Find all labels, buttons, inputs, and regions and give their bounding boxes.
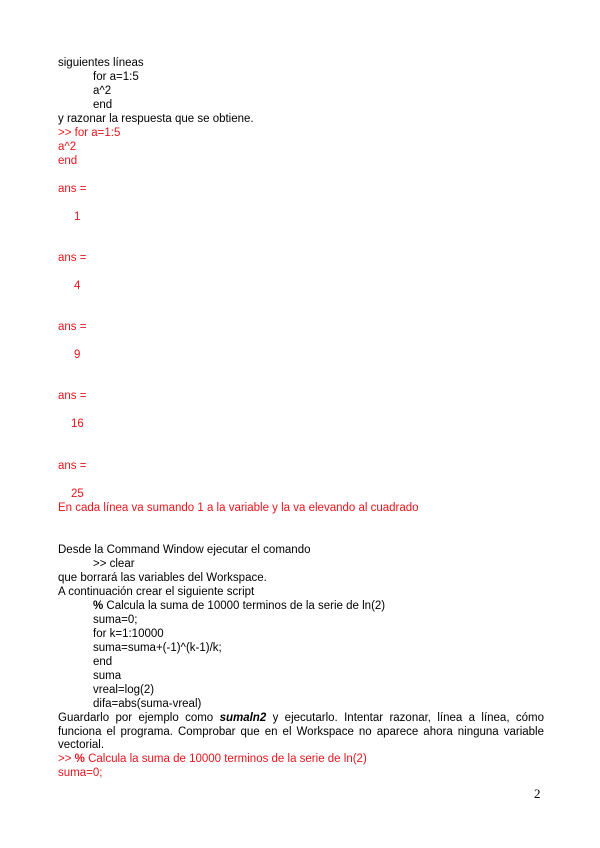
script-line: suma=suma+(-1)^(k-1)/k; <box>93 642 222 654</box>
command-line: >> clear <box>93 558 135 570</box>
ans-label: ans = <box>58 183 87 195</box>
ans-value: 4 <box>74 280 81 292</box>
console-comment-line: >> % Calcula la suma de 10000 terminos de la serie de ln(2) <box>58 753 367 765</box>
code-line: end <box>93 99 113 111</box>
intro-text: siguientes líneas <box>58 57 144 69</box>
page-number: 2 <box>534 786 541 801</box>
script-line: suma <box>93 670 122 682</box>
ans-label: ans = <box>58 460 87 472</box>
ans-label: ans = <box>58 390 87 402</box>
instruction-text: Desde la Command Window ejecutar el comando <box>58 544 311 556</box>
script-line: for k=1:10000 <box>93 628 164 640</box>
script-line: end <box>93 656 113 668</box>
instruction-paragraph: Guardarlo por ejemplo como sumaln2 y ejecutarlo. Intentar razonar, línea a línea, cómo funciona el programa. Comprobar que en el Workspace no aparece ahora ninguna variable vectorial. <box>58 712 544 751</box>
explanation-comment: En cada línea va sumando 1 a la variable y la va elevando al cuadrado <box>58 502 419 514</box>
intro-text: y razonar la respuesta que se obtiene. <box>58 113 254 125</box>
ans-label: ans = <box>58 252 87 264</box>
code-line: for a=1:5 <box>93 71 139 83</box>
instruction-text: que borrará las variables del Workspace. <box>58 572 267 584</box>
script-line: suma=0; <box>93 614 138 626</box>
script-line: difa=abs(suma-vreal) <box>93 698 202 710</box>
script-filename: sumaln2 <box>219 712 267 724</box>
script-line: vreal=log(2) <box>93 684 155 696</box>
ans-value: 16 <box>71 418 84 430</box>
console-input: a^2 <box>58 141 77 153</box>
comment-mark: % <box>93 600 104 612</box>
ans-value: 1 <box>74 211 81 223</box>
console-input: end <box>58 155 78 167</box>
console-input: suma=0; <box>58 767 103 779</box>
ans-label: ans = <box>58 321 87 333</box>
script-comment-line: % Calcula la suma de 10000 terminos de la serie de ln(2) <box>93 600 386 612</box>
instruction-text: A continuación crear el siguiente script <box>58 586 255 598</box>
console-input: >> for a=1:5 <box>58 127 121 139</box>
ans-value: 9 <box>74 349 81 361</box>
code-line: a^2 <box>93 85 112 97</box>
ans-value: 25 <box>71 488 84 500</box>
